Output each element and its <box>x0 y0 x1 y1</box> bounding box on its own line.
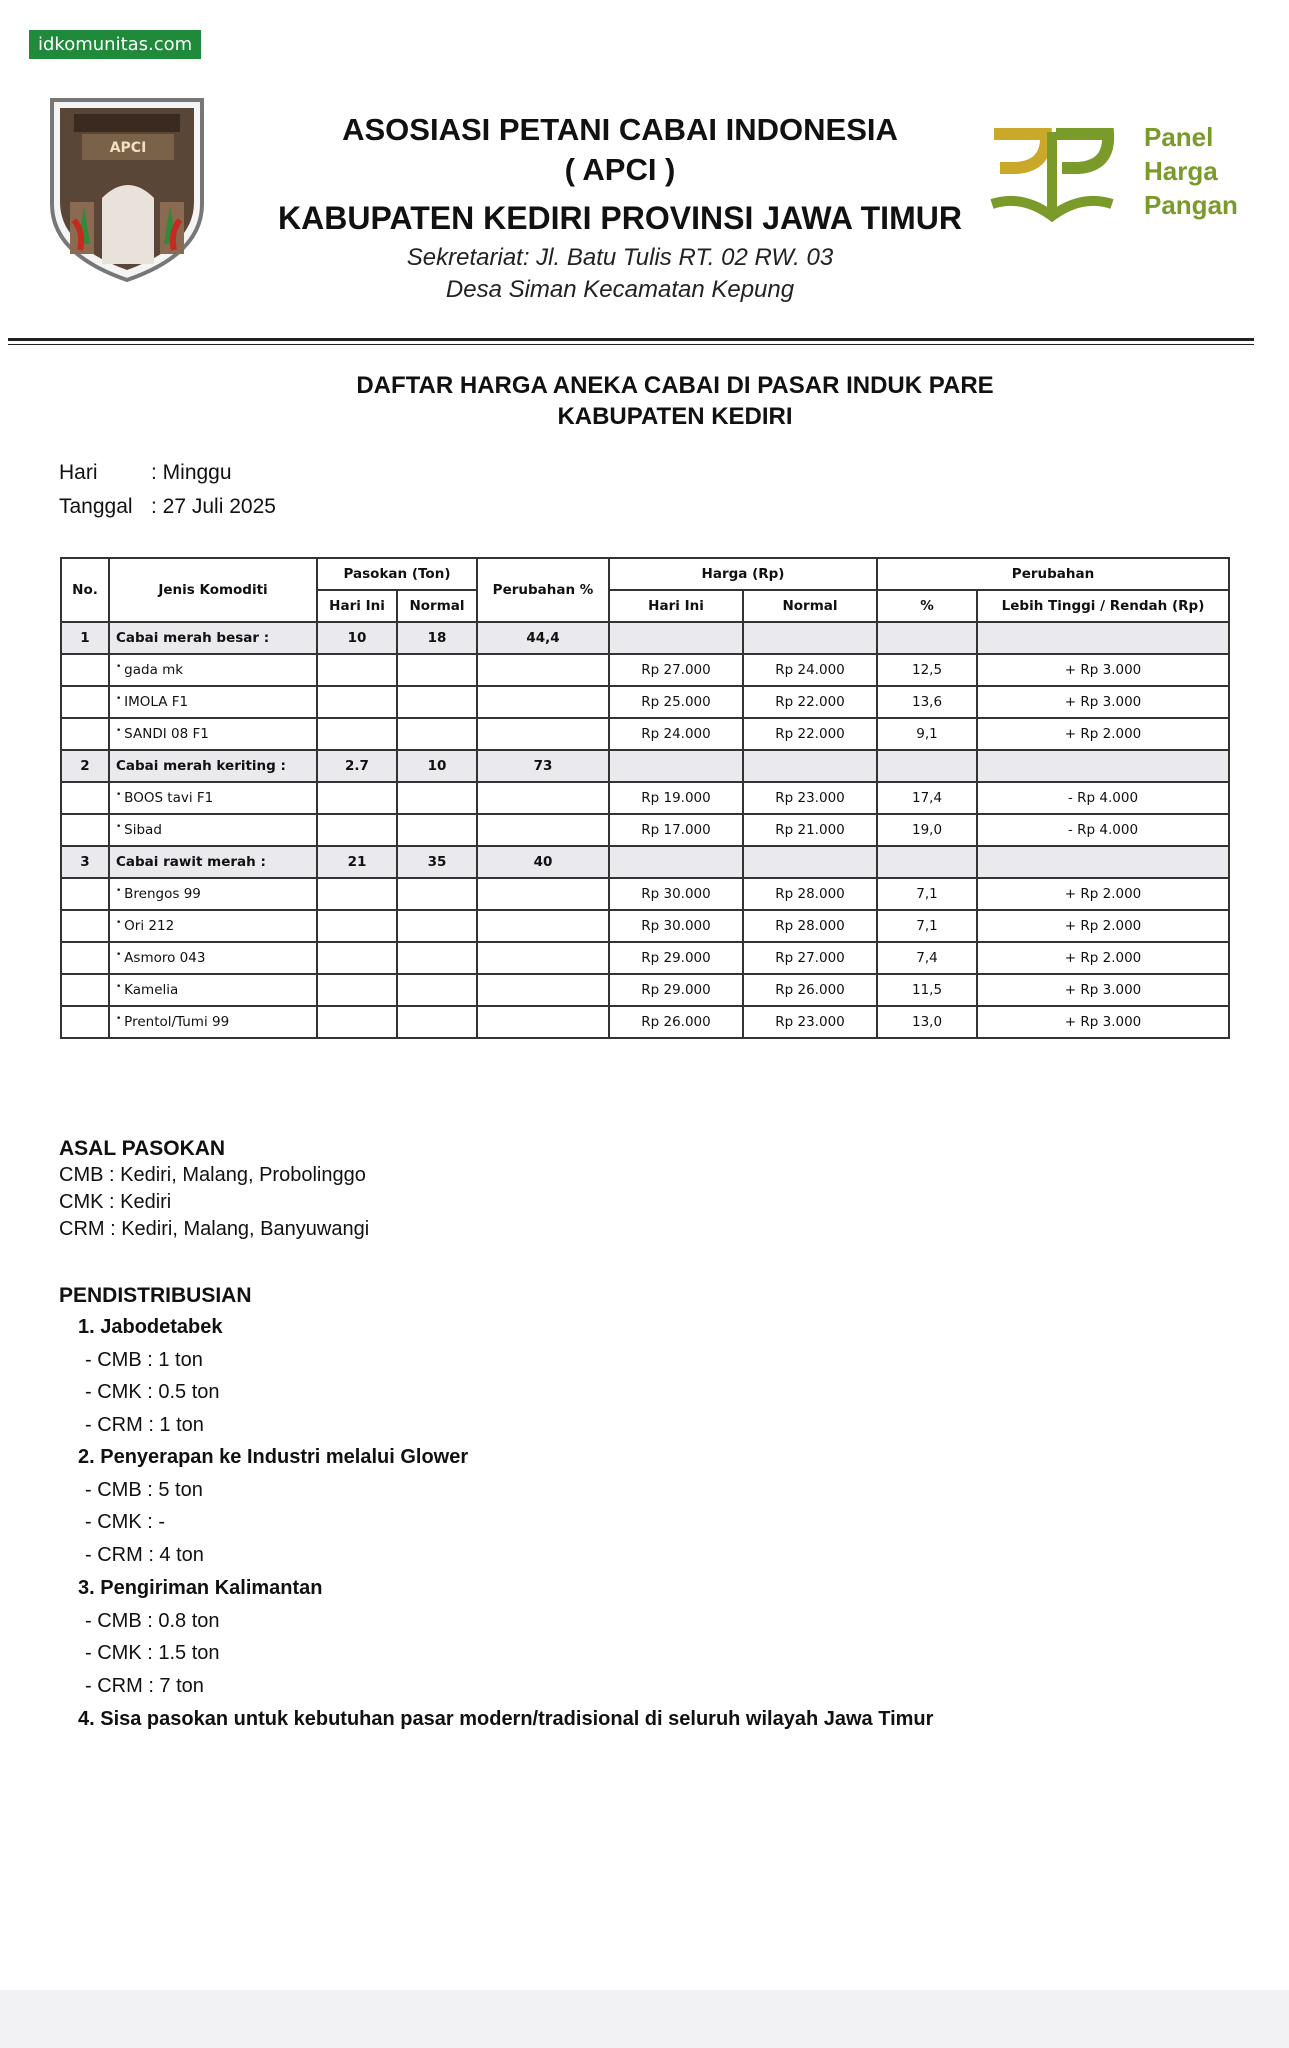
cell-pasokan-hari-ini <box>317 1006 397 1038</box>
cell-harga-normal: Rp 23.000 <box>743 1006 877 1038</box>
cell-pasokan-normal <box>397 654 477 686</box>
variety-row <box>61 654 1229 686</box>
cell-pasokan-normal <box>397 974 477 1006</box>
cell-pasokan-hari-ini <box>317 654 397 686</box>
cell-perubahan-pct: 73 <box>477 750 609 782</box>
cell-perubahan-persen: 7,1 <box>877 878 977 910</box>
cell-no <box>61 686 109 718</box>
cell-perubahan-pct <box>477 910 609 942</box>
cell-pasokan-hari-ini <box>317 878 397 910</box>
cell-harga-normal: Rp 21.000 <box>743 814 877 846</box>
cell-perubahan-rp <box>977 622 1229 654</box>
cell-perubahan-rp: + Rp 3.000 <box>977 654 1229 686</box>
document-title: DAFTAR HARGA ANEKA CABAI DI PASAR INDUK PARE <box>356 372 994 399</box>
cell-perubahan-pct <box>477 686 609 718</box>
cell-harga-hari-ini: Rp 19.000 <box>609 782 743 814</box>
header-perubahan-persen: % <box>877 590 977 622</box>
category-row <box>61 846 1229 878</box>
cell-perubahan-persen <box>877 846 977 878</box>
cell-no: 1 <box>61 622 109 654</box>
price-table <box>60 557 1230 1039</box>
variety-name: • SANDI 08 F1 <box>116 726 209 742</box>
cell-harga-hari-ini: Rp 24.000 <box>609 718 743 750</box>
cell-pasokan-normal: 10 <box>397 750 477 782</box>
cell-no <box>61 782 109 814</box>
category-row <box>61 622 1229 654</box>
distribution-section-title: 4. Sisa pasokan untuk kebutuhan pasar modern/tradisional di seluruh wilayah Jawa Timur <box>78 1708 934 1730</box>
cell-perubahan-rp: + Rp 2.000 <box>977 910 1229 942</box>
cell-harga-normal <box>743 750 877 782</box>
day-row <box>59 461 232 485</box>
variety-row <box>61 686 1229 718</box>
cell-komoditi <box>109 686 317 718</box>
cell-pasokan-hari-ini <box>317 814 397 846</box>
cell-no <box>61 814 109 846</box>
cell-perubahan-persen: 17,4 <box>877 782 977 814</box>
cell-no <box>61 942 109 974</box>
cell-perubahan-pct <box>477 974 609 1006</box>
cell-perubahan-rp <box>977 750 1229 782</box>
cell-harga-normal <box>743 846 877 878</box>
distribution-item: - CMK : 0.5 ton <box>85 1381 220 1403</box>
cell-perubahan-pct: 40 <box>477 846 609 878</box>
header-harga-hari-ini: Hari Ini <box>609 590 743 622</box>
distribution-item: - CMB : 0.8 ton <box>85 1610 220 1632</box>
variety-name: • BOOS tavi F1 <box>116 790 213 806</box>
header-perubahan-rp: Lebih Tinggi / Rendah (Rp) <box>977 590 1229 622</box>
address-line-1: Sekretariat: Jl. Batu Tulis RT. 02 RW. 03 <box>406 244 834 271</box>
variety-name: • Sibad <box>116 822 162 838</box>
variety-name: • Ori 212 <box>116 918 174 934</box>
variety-name: • Asmoro 043 <box>116 950 205 966</box>
pendistribusian-heading: PENDISTRIBUSIAN <box>59 1284 252 1307</box>
header-harga: Harga (Rp) <box>609 558 877 590</box>
cell-komoditi: Cabai rawit merah : <box>109 846 317 878</box>
cell-perubahan-rp <box>977 846 1229 878</box>
header-no: No. <box>61 558 109 622</box>
cell-komoditi <box>109 718 317 750</box>
cell-no <box>61 974 109 1006</box>
price-table-body <box>61 622 1229 1038</box>
cell-pasokan-hari-ini: 2.7 <box>317 750 397 782</box>
cell-perubahan-pct <box>477 718 609 750</box>
cell-pasokan-hari-ini: 21 <box>317 846 397 878</box>
header-perubahan-pct: Perubahan % <box>477 558 609 622</box>
cell-harga-hari-ini: Rp 30.000 <box>609 910 743 942</box>
cell-harga-normal: Rp 27.000 <box>743 942 877 974</box>
cell-pasokan-hari-ini <box>317 910 397 942</box>
cell-pasokan-hari-ini <box>317 686 397 718</box>
cell-komoditi <box>109 654 317 686</box>
cell-pasokan-normal <box>397 814 477 846</box>
cell-harga-hari-ini <box>609 622 743 654</box>
cell-perubahan-pct <box>477 878 609 910</box>
cell-harga-hari-ini <box>609 846 743 878</box>
cell-perubahan-persen <box>877 750 977 782</box>
logo-word-3: Pangan <box>1144 190 1238 220</box>
variety-row <box>61 878 1229 910</box>
variety-name: • IMOLA F1 <box>116 694 188 710</box>
cell-no: 2 <box>61 750 109 782</box>
distribution-item: - CMK : 1.5 ton <box>85 1642 220 1664</box>
header-pasokan-normal: Normal <box>397 590 477 622</box>
date-label: Tanggal <box>59 495 133 518</box>
cell-perubahan-pct <box>477 654 609 686</box>
distribution-item: - CMK : - <box>85 1511 165 1533</box>
cell-pasokan-normal: 18 <box>397 622 477 654</box>
header-perubahan: Perubahan <box>877 558 1229 590</box>
cell-harga-hari-ini: Rp 26.000 <box>609 1006 743 1038</box>
panel-harga-pangan-logo <box>986 120 1276 230</box>
cell-pasokan-normal <box>397 1006 477 1038</box>
variety-row <box>61 910 1229 942</box>
cell-no <box>61 910 109 942</box>
cell-komoditi: Cabai merah keriting : <box>109 750 317 782</box>
cell-perubahan-persen: 9,1 <box>877 718 977 750</box>
cell-perubahan-persen: 11,5 <box>877 974 977 1006</box>
cell-harga-hari-ini: Rp 30.000 <box>609 878 743 910</box>
distribution-section-title: 2. Penyerapan ke Industri melalui Glower <box>78 1446 469 1468</box>
cell-perubahan-rp: + Rp 3.000 <box>977 974 1229 1006</box>
cell-harga-normal <box>743 622 877 654</box>
cell-harga-normal: Rp 24.000 <box>743 654 877 686</box>
header-pasokan-hari-ini: Hari Ini <box>317 590 397 622</box>
cell-harga-normal: Rp 22.000 <box>743 686 877 718</box>
cell-harga-normal: Rp 22.000 <box>743 718 877 750</box>
org-region: KABUPATEN KEDIRI PROVINSI JAWA TIMUR <box>278 200 962 236</box>
cell-perubahan-rp: + Rp 2.000 <box>977 942 1229 974</box>
cell-pasokan-normal <box>397 942 477 974</box>
cell-pasokan-hari-ini <box>317 974 397 1006</box>
cell-pasokan-normal <box>397 782 477 814</box>
cell-komoditi <box>109 974 317 1006</box>
variety-name: • gada mk <box>116 662 183 678</box>
asal-pasokan-line: CMK : Kediri <box>59 1191 172 1213</box>
distribution-item: - CRM : 7 ton <box>85 1675 204 1697</box>
cell-komoditi: Cabai merah besar : <box>109 622 317 654</box>
date-row <box>59 495 276 519</box>
asal-pasokan-heading: ASAL PASOKAN <box>59 1137 226 1160</box>
cell-komoditi <box>109 910 317 942</box>
cell-harga-hari-ini <box>609 750 743 782</box>
cell-pasokan-normal: 35 <box>397 846 477 878</box>
variety-row <box>61 1006 1229 1038</box>
variety-name: • Brengos 99 <box>116 886 201 902</box>
cell-komoditi <box>109 878 317 910</box>
variety-row <box>61 718 1229 750</box>
cell-no <box>61 718 109 750</box>
org-name: ASOSIASI PETANI CABAI INDONESIA <box>342 112 898 147</box>
logo-word-1: Panel <box>1144 122 1214 152</box>
cell-no <box>61 654 109 686</box>
cell-harga-normal: Rp 28.000 <box>743 910 877 942</box>
cell-perubahan-rp: + Rp 3.000 <box>977 686 1229 718</box>
distribution-section-title: 1. Jabodetabek <box>78 1316 223 1338</box>
cell-pasokan-hari-ini <box>317 718 397 750</box>
header-divider-thin <box>8 344 1254 345</box>
logo-word-2: Harga <box>1144 156 1218 186</box>
cell-perubahan-rp: - Rp 4.000 <box>977 814 1229 846</box>
apci-logo <box>44 94 210 284</box>
day-label: Hari <box>59 461 98 484</box>
cell-perubahan-rp: - Rp 4.000 <box>977 782 1229 814</box>
variety-row <box>61 814 1229 846</box>
distribution-item: - CMB : 5 ton <box>85 1479 203 1501</box>
cell-perubahan-persen: 13,6 <box>877 686 977 718</box>
cell-pasokan-hari-ini: 10 <box>317 622 397 654</box>
cell-harga-hari-ini: Rp 27.000 <box>609 654 743 686</box>
cell-perubahan-persen: 19,0 <box>877 814 977 846</box>
header-pasokan: Pasokan (Ton) <box>317 558 477 590</box>
cell-komoditi <box>109 814 317 846</box>
cell-harga-hari-ini: Rp 29.000 <box>609 942 743 974</box>
variety-name: • Prentol/Tumi 99 <box>116 1014 229 1030</box>
cell-perubahan-persen: 13,0 <box>877 1006 977 1038</box>
cell-pasokan-normal <box>397 910 477 942</box>
document-subtitle: KABUPATEN KEDIRI <box>557 403 793 430</box>
asal-pasokan-line: CMB : Kediri, Malang, Probolinggo <box>59 1164 366 1186</box>
cell-pasokan-normal <box>397 686 477 718</box>
cell-perubahan-pct <box>477 942 609 974</box>
cell-harga-normal: Rp 23.000 <box>743 782 877 814</box>
cell-perubahan-pct <box>477 782 609 814</box>
distribution-item: - CMB : 1 ton <box>85 1349 203 1371</box>
cell-pasokan-hari-ini <box>317 782 397 814</box>
watermark-label: idkomunitas.com <box>29 30 201 59</box>
cell-no <box>61 1006 109 1038</box>
cell-harga-hari-ini: Rp 25.000 <box>609 686 743 718</box>
header-komoditi: Jenis Komoditi <box>109 558 317 622</box>
cell-harga-normal: Rp 28.000 <box>743 878 877 910</box>
variety-row <box>61 974 1229 1006</box>
cell-perubahan-pct <box>477 1006 609 1038</box>
cell-komoditi <box>109 942 317 974</box>
apci-logo-text: APCI <box>109 140 147 156</box>
asal-pasokan-line: CRM : Kediri, Malang, Banyuwangi <box>59 1218 370 1240</box>
cell-perubahan-persen: 12,5 <box>877 654 977 686</box>
cell-perubahan-rp: + Rp 3.000 <box>977 1006 1229 1038</box>
org-abbreviation: ( APCI ) <box>564 152 676 187</box>
cell-pasokan-hari-ini <box>317 942 397 974</box>
cell-pasokan-normal <box>397 718 477 750</box>
distribution-item: - CRM : 4 ton <box>85 1544 204 1566</box>
cell-komoditi <box>109 782 317 814</box>
cell-no <box>61 878 109 910</box>
cell-harga-hari-ini: Rp 29.000 <box>609 974 743 1006</box>
distribution-item: - CRM : 1 ton <box>85 1414 204 1436</box>
date-value: : 27 Juli 2025 <box>151 495 276 518</box>
variety-row <box>61 942 1229 974</box>
cell-harga-normal: Rp 26.000 <box>743 974 877 1006</box>
cell-perubahan-rp: + Rp 2.000 <box>977 878 1229 910</box>
cell-komoditi <box>109 1006 317 1038</box>
cell-pasokan-normal <box>397 878 477 910</box>
cell-perubahan-persen: 7,1 <box>877 910 977 942</box>
header-harga-normal: Normal <box>743 590 877 622</box>
cell-perubahan-pct <box>477 814 609 846</box>
address-line-2: Desa Siman Kecamatan Kepung <box>445 276 795 303</box>
cell-perubahan-persen: 7,4 <box>877 942 977 974</box>
category-row <box>61 750 1229 782</box>
cell-perubahan-rp: + Rp 2.000 <box>977 718 1229 750</box>
cell-harga-hari-ini: Rp 17.000 <box>609 814 743 846</box>
cell-no: 3 <box>61 846 109 878</box>
cell-perubahan-persen <box>877 622 977 654</box>
page-footer-band <box>0 1990 1289 2048</box>
variety-name: • Kamelia <box>116 982 178 998</box>
distribution-section-title: 3. Pengiriman Kalimantan <box>78 1577 323 1599</box>
day-value: : Minggu <box>151 461 232 484</box>
header-divider-thick <box>8 338 1254 341</box>
variety-row <box>61 782 1229 814</box>
cell-perubahan-pct: 44,4 <box>477 622 609 654</box>
